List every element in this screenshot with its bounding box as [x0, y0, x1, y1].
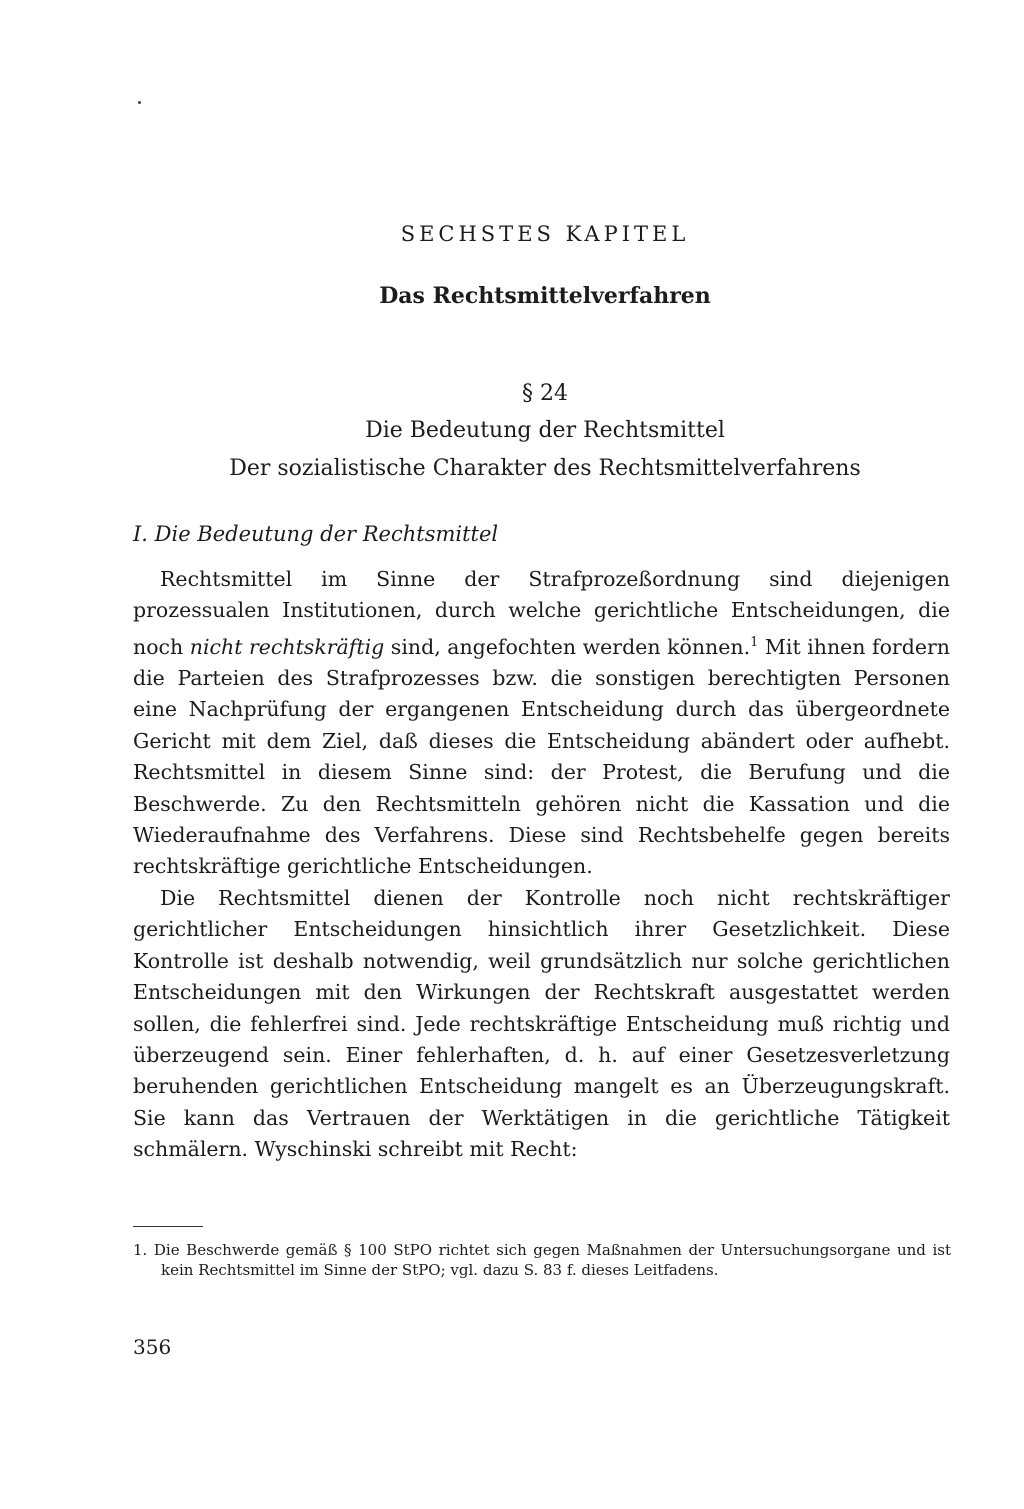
paragraph-1-text: Rechtsmittel im Sinne der Strafprozeßordnung sind diejenigen prozessualen Institutionen, durch welche gerichtliche Entscheidungen, die noch	[133, 567, 950, 659]
chapter-title: Das Rechtsmittelverfahren	[379, 283, 711, 309]
chapter-label: SECHSTES KAPITEL	[400, 222, 690, 246]
body-text	[133, 564, 950, 1166]
subheading: I. Die Bedeutung der Rechtsmittel	[133, 522, 499, 546]
emphasis-text: nicht rechtskräftig	[189, 634, 385, 659]
section-title-line-2: Der sozialistische Charakter des Rechtsmittelverfahrens	[229, 456, 861, 481]
section-number: § 24	[522, 381, 568, 406]
paragraph-1-text-cont: sind, angefochten werden können.	[384, 634, 751, 659]
footnote-divider	[133, 1226, 203, 1227]
paragraph-1-text-rest: Mit ihnen fordern die Parteien des Strafprozesses bzw. die sonstigen berechtigten Personen eine Nachprüfung der ergangenen Entscheidung durch das übergeordnete Gericht mit dem Ziel, daß dieses die Entscheidung abändert oder aufhebt. Rechtsmittel in diesem Sinne sind: der Protest, die Berufung und die Beschwerde. Zu den Rechtsmitteln gehören nicht die Kassation und die Wiederaufnahme des Verfahrens. Diese sind Rechtsbehelfe gegen bereits rechtskräftige gerichtliche Entscheidungen.	[133, 634, 950, 879]
print-speck	[138, 101, 141, 104]
footnote-reference: 1	[750, 634, 759, 650]
footnote: 1. Die Beschwerde gemäß § 100 StPO richtet sich gegen Maßnahmen der Untersuchungsorgane und ist kein Rechtsmittel im Sinne der StPO; vgl. dazu S. 83 f. dieses Leitfadens.	[133, 1241, 951, 1279]
paragraph-1	[133, 564, 950, 883]
paragraph-2: Die Rechtsmittel dienen der Kontrolle noch nicht rechtskräftiger gerichtlicher Entscheidungen hinsichtlich ihrer Gesetzlichkeit. Diese Kontrolle ist deshalb notwendig, weil grundsätzlich nur solche gerichtlichen Entscheidungen mit den Wirkungen der Rechtskraft ausgestattet werden sollen, die fehlerfrei sind. Jede rechtskräftige Entscheidung muß richtig und überzeugend sein. Einer fehlerhaften, d. h. auf einer Gesetzesverletzung beruhenden gerichtlichen Entscheidung mangelt es an Überzeugungskraft. Sie kann das Vertrauen der Werktätigen in die gerichtliche Tätigkeit schmälern. Wyschinski schreibt mit Recht:	[133, 885, 950, 1162]
section-title-line-1: Die Bedeutung der Rechtsmittel	[365, 418, 725, 443]
page-number: 356	[133, 1335, 172, 1359]
